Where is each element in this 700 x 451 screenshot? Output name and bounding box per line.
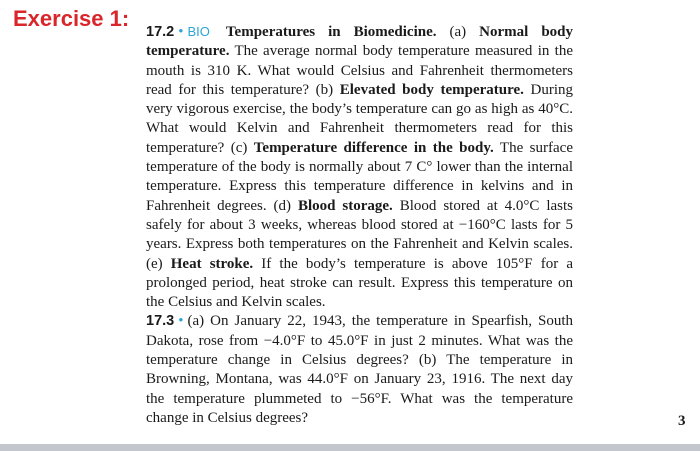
bold-subpart-label: Heat stroke.	[170, 255, 254, 272]
page-number: 3	[678, 413, 686, 429]
body-text: If the body’s temperature is above 105°F for a prolonged period, heat stroke can result. Express this temperature on the Celsius and Kelvin scales.	[146, 255, 573, 311]
problem-body	[146, 24, 573, 310]
bold-subpart-label: Normal body temperature.	[146, 24, 574, 60]
body-text: (a)	[436, 24, 480, 40]
problem-17-2	[146, 22, 573, 312]
body-text: (a) On January 22, 1943, the temperature in Spearfish, South Dakota, rose from −4.0°F to 45.0°F in just 2 minutes. What was the temperature change in Celsius degrees? (b) The temperature in Browning, Montana, was 44.0°F on January 23, 1916. The next day the temperature plummeted to −56°F. What was the temperature change in Celsius degrees?	[146, 313, 573, 426]
bold-subpart-label: Temperature difference in the body.	[253, 139, 494, 156]
exercise-heading: Exercise 1:	[13, 6, 130, 31]
problem-text-block	[146, 22, 573, 428]
problem-number: 17.2	[146, 24, 175, 40]
category-tag: BIO	[187, 24, 210, 39]
problem-17-3	[146, 312, 573, 428]
bold-subpart-label: Blood storage.	[297, 197, 393, 214]
bullet-dot-icon: •	[178, 24, 184, 40]
body-text: The average normal body temperature measured in the mouth is 310 K. What would Celsius and Fahrenheit thermometers read for this temperature? (b)	[146, 43, 573, 98]
problem-body	[146, 313, 573, 425]
problem-number: 17.3	[146, 313, 175, 330]
bottom-divider-bar	[0, 444, 700, 451]
problem-title: Temperatures in Biomedicine.	[225, 24, 437, 40]
body-text: During very vigorous exercise, the body’s temperature can go as high as 40°C. What would Kelvin and Fahrenheit thermometers read for this temperature? (c)	[146, 81, 574, 156]
bold-subpart-label: Elevated body temperature.	[339, 81, 524, 98]
body-text: Blood stored at 4.0°C lasts safely for about 3 weeks, whereas blood stored at −160°C lasts for 5 years. Express both temperatures on the Fahrenheit and Kelvin scales. (e)	[146, 197, 573, 272]
body-text: The surface temperature of the body is normally about 7 C° lower than the internal temperature. Express this temperature difference in kelvins and in Fahrenheit degrees. (d)	[146, 139, 573, 214]
bullet-dot-icon: •	[178, 313, 184, 330]
